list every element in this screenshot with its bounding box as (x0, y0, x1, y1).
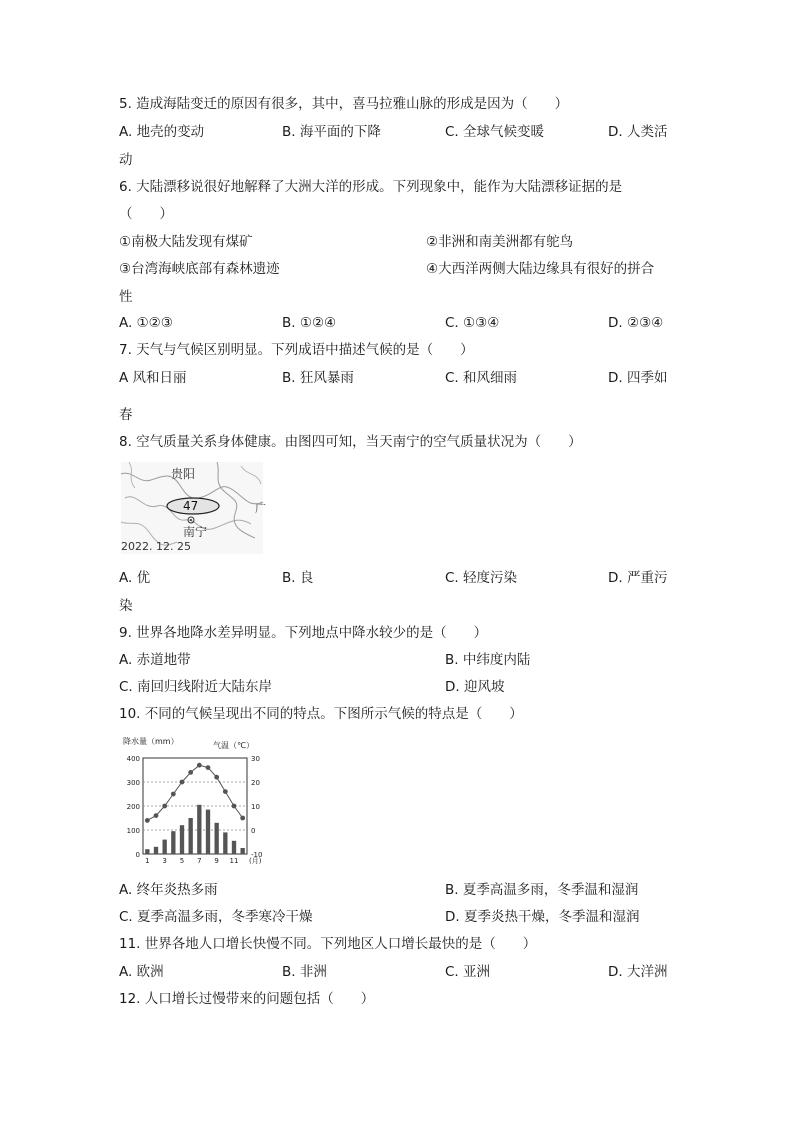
climate-chart-svg (121, 734, 271, 868)
map-date: 2022. 12. 25 (121, 540, 191, 553)
map-edge-char: 广 (255, 502, 266, 515)
q5-stem: 5. 造成海陆变迁的原因有很多，其中，喜马拉雅山脉的形成是因为（ ） (119, 96, 569, 112)
chart-left-tick: 0 (135, 851, 140, 859)
precip-bar (206, 810, 210, 854)
chart-left-tick: 100 (126, 827, 140, 835)
map-label-nanning: 南宁 (183, 525, 208, 539)
q5-option-d[interactable]: D. 人类活 (608, 124, 668, 140)
chart-left-tick: 300 (126, 779, 140, 787)
chart-x-tick: 5 (179, 857, 185, 865)
q6-option-d[interactable]: D. ②③④ (608, 315, 664, 331)
temperature-point (232, 804, 237, 809)
chart-left-tick: 400 (126, 755, 140, 763)
q6-statement-2: ②非洲和南美洲都有鸵鸟 (426, 234, 574, 250)
precip-bar (145, 849, 149, 854)
q6-statement-4: ④大西洋两侧大陆边缘具有很好的拼合 (426, 261, 655, 277)
temperature-line (147, 765, 242, 820)
air-quality-map (121, 462, 266, 554)
precip-bar (163, 840, 167, 854)
q6-statement-3: ③台湾海峡底部有森林遗迹 (119, 261, 280, 277)
climate-chart (121, 734, 271, 868)
q8-option-b[interactable]: B. 良 (282, 570, 314, 586)
temperature-point (197, 763, 202, 768)
q8-option-d-wrap: 染 (119, 598, 133, 614)
chart-x-tick: 7 (197, 857, 202, 865)
q9-option-d[interactable]: D. 迎风坡 (445, 679, 505, 695)
q11-option-a[interactable]: A. 欧洲 (119, 964, 164, 980)
q5-option-a[interactable]: A. 地壳的变动 (119, 124, 205, 140)
q10-option-c[interactable]: C. 夏季高温多雨，冬季寒冷干燥 (119, 909, 313, 925)
chart-x-tick: 11 (229, 857, 239, 865)
q6-option-a[interactable]: A. ①②③ (119, 315, 173, 331)
q11-option-d[interactable]: D. 大洋洲 (608, 964, 668, 980)
chart-x-tick: 1 (145, 857, 150, 865)
q6-statement-1: ①南极大陆发现有煤矿 (119, 234, 253, 250)
q8-option-d[interactable]: D. 严重污 (608, 570, 668, 586)
chart-x-unit: (月) (249, 857, 262, 865)
q10-stem: 10. 不同的气候呈现出不同的特点。下图所示气候的特点是（ ） (119, 706, 523, 722)
q7-option-b[interactable]: B. 狂风暴雨 (282, 370, 354, 386)
chart-ylabel-right: 气温（℃） (213, 741, 254, 750)
chart-x-tick: 3 (162, 857, 167, 865)
chart-right-tick: 10 (251, 803, 260, 811)
chart-ylabel-left: 降水量（mm） (123, 737, 179, 746)
chart-x-tick: 9 (214, 857, 219, 865)
chart-right-tick: -10 (251, 851, 263, 859)
chart-right-tick: 20 (251, 779, 260, 787)
q7-option-a[interactable]: A 风和日丽 (119, 370, 187, 386)
chart-right-tick: 0 (251, 827, 256, 835)
q6-option-b[interactable]: B. ①②④ (282, 315, 337, 331)
precip-bar (154, 847, 158, 854)
temperature-point (180, 780, 185, 785)
q12-stem: 12. 人口增长过慢带来的问题包括（ ） (119, 991, 375, 1007)
temperature-point (188, 770, 193, 775)
q10-option-d[interactable]: D. 夏季炎热干燥，冬季温和湿润 (445, 909, 640, 925)
temperature-point (171, 792, 176, 797)
q9-stem: 9. 世界各地降水差异明显。下列地点中降水较少的是（ ） (119, 625, 488, 641)
precip-bar (197, 805, 201, 854)
q5-option-b[interactable]: B. 海平面的下降 (282, 124, 381, 140)
q6-stem-cont: （ ） (119, 206, 173, 222)
q11-option-c[interactable]: C. 亚洲 (445, 964, 491, 980)
temperature-point (206, 765, 211, 770)
temperature-point (214, 775, 219, 780)
q6-statement-4-wrap: 性 (119, 289, 133, 305)
q6-option-c[interactable]: C. ①③④ (445, 315, 500, 331)
precip-bar (215, 823, 219, 854)
chart-right-tick: 30 (251, 755, 260, 763)
q9-option-b[interactable]: B. 中纬度内陆 (445, 652, 531, 668)
precip-bar (223, 832, 227, 854)
chart-left-tick: 200 (126, 803, 140, 811)
q5-option-c[interactable]: C. 全球气候变暖 (445, 124, 545, 140)
q5-option-d-wrap: 动 (119, 152, 133, 168)
precip-bar (232, 841, 236, 854)
map-figure (121, 462, 266, 554)
q10-option-b[interactable]: B. 夏季高温多雨，冬季温和湿润 (445, 882, 639, 898)
q7-stem: 7. 天气与气候区别明显。下列成语中描述气候的是（ ） (119, 342, 474, 358)
precip-bar (241, 848, 245, 854)
q7-option-d[interactable]: D. 四季如 (608, 370, 668, 386)
map-label-guiyang: 贵阳 (171, 467, 196, 481)
temperature-point (154, 813, 159, 818)
q6-stem: 6. 大陆漂移说很好地解释了大洲大洋的形成。下列现象中，能作为大陆漂移证据的是 (119, 179, 623, 195)
q7-option-c[interactable]: C. 和风细雨 (445, 370, 518, 386)
q11-option-b[interactable]: B. 非洲 (282, 964, 327, 980)
aqi-value: 47 (183, 499, 199, 513)
precip-bar (180, 825, 184, 854)
q8-option-a[interactable]: A. 优 (119, 570, 151, 586)
temperature-point (162, 804, 167, 809)
q8-stem: 8. 空气质量关系身体健康。由图四可知，当天南宁的空气质量状况为（ ） (119, 434, 582, 450)
city-marker-dot (190, 519, 192, 521)
q10-option-a[interactable]: A. 终年炎热多雨 (119, 882, 218, 898)
q9-option-a[interactable]: A. 赤道地带 (119, 652, 191, 668)
q9-option-c[interactable]: C. 南回归线附近大陆东岸 (119, 679, 273, 695)
temperature-point (145, 818, 150, 823)
q8-option-c[interactable]: C. 轻度污染 (445, 570, 518, 586)
precip-bar (189, 818, 193, 854)
temperature-point (223, 789, 228, 794)
q7-option-d-wrap: 春 (119, 407, 133, 423)
precip-bar (171, 831, 175, 854)
temperature-point (240, 816, 245, 821)
q11-stem: 11. 世界各地人口增长快慢不同。下列地区人口增长最快的是（ ） (119, 936, 537, 952)
